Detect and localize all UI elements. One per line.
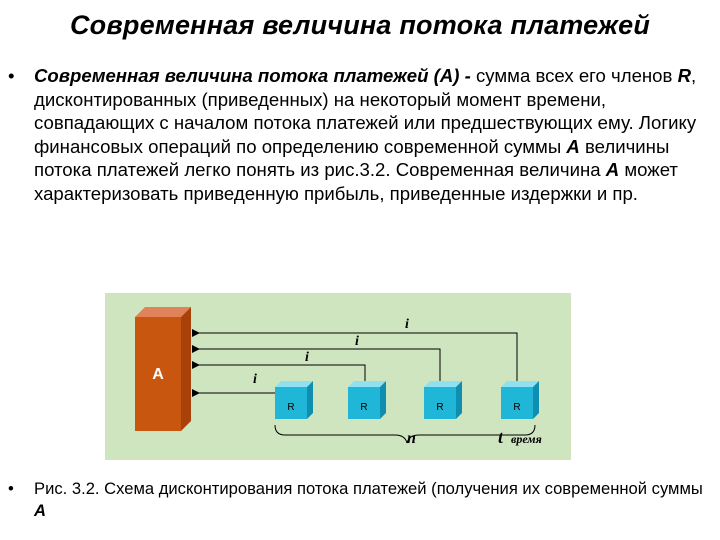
payment-box [275, 381, 313, 419]
discount-arrow-1 [193, 381, 288, 393]
bullet-marker: • [8, 479, 14, 498]
payment-box [501, 381, 539, 419]
rate-label: i [253, 372, 257, 387]
text-segment: , дисконтированных (приведенных) на некоторый момент времени, совпадающих с началом потока платежей или предшествующих ему. Логику финансовых операций по определению современной суммы [34, 65, 697, 157]
t-label: t [498, 427, 504, 447]
rate-label: i [355, 334, 359, 349]
symbol-r: R [677, 65, 692, 86]
payment-boxes [275, 381, 539, 419]
page-title: Современная величина потока платежей [69, 10, 651, 40]
payment-label: R [513, 402, 521, 413]
rate-label: i [305, 350, 309, 365]
discounting-diagram [105, 293, 571, 460]
symbol-a: А [605, 159, 620, 180]
bullet-marker: • [8, 65, 15, 86]
definition-term: Современная величина потока платежей (А) - [34, 65, 471, 86]
big-box-label: А [152, 366, 164, 383]
diagram-svg [105, 293, 571, 460]
definition-text [34, 64, 713, 205]
payment-label: R [287, 402, 295, 413]
payment-label: R [436, 402, 444, 413]
big-box-side [181, 307, 191, 431]
payment-label: R [360, 402, 368, 413]
payment-box [348, 381, 386, 419]
caption-segment: Рис. 3.2. Схема дисконтирования потока платежей (получения их современной суммы [34, 479, 703, 498]
text-segment: величины потока платежей легко понять из рис.3.2. Современная величина [34, 135, 670, 180]
present-value-box [135, 307, 191, 431]
period-brace [275, 425, 535, 443]
n-label: n [407, 430, 416, 447]
discount-arrow-2 [193, 365, 365, 381]
symbol-a: А [566, 135, 580, 157]
text-segment: может характеризовать приведенную прибыль, приведенные издержки и пр. [34, 159, 678, 204]
caption-text [34, 478, 708, 522]
definition-paragraph [8, 64, 713, 205]
rate-label: i [405, 317, 409, 332]
rate-labels [253, 317, 409, 387]
figure-caption [8, 478, 708, 522]
time-label: время [511, 432, 542, 446]
text-segment: сумма всех его членов [470, 65, 678, 86]
payment-box [424, 381, 462, 419]
symbol-a: А [34, 501, 46, 520]
